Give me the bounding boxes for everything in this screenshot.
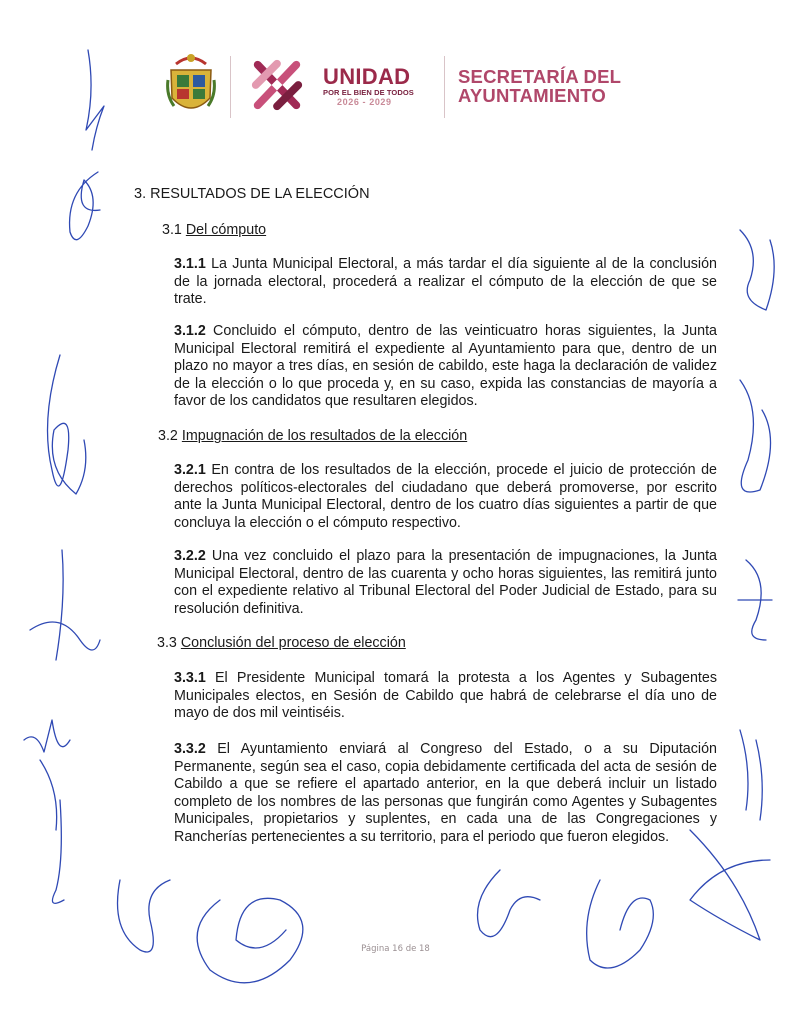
brand-title: UNIDAD	[323, 64, 411, 89]
subsection-title: Conclusión del proceso de elección	[180, 635, 406, 651]
paragraph-number: 3.1.1	[174, 256, 206, 272]
paragraph-number: 3.3.1	[174, 670, 206, 686]
divider	[444, 56, 445, 118]
page-current: 16	[392, 944, 403, 954]
paragraph	[174, 462, 717, 532]
subsection-heading	[157, 635, 406, 651]
brand-period: 2026 - 2029	[337, 97, 392, 107]
paragraph-number: 3.3.2	[174, 741, 206, 757]
letterhead	[160, 48, 660, 128]
office-line-2: AYUNTAMIENTO	[458, 85, 607, 106]
paragraph	[174, 323, 717, 411]
office-name	[458, 67, 658, 105]
signature-left-1	[86, 50, 104, 150]
signature-bottom-1	[118, 880, 171, 952]
paragraph-number: 3.2.2	[174, 548, 206, 564]
signature-bottom-2	[197, 898, 303, 983]
paragraph-text: El Presidente Municipal tomará la protesta a los Agentes y Subagentes Municipales electos, en Sesión de Cabildo que habrá de celebrarse el día uno de mayo de dos mil veintiséis.	[174, 670, 717, 722]
paragraph	[174, 741, 717, 847]
subsection-heading	[162, 222, 266, 238]
paragraph-text: La Junta Municipal Electoral, a más tardar el día siguiente al de la conclusión de la jornada electoral, procederá a realizar el cómputo de la elección de que se trate.	[174, 256, 717, 308]
signature-right-3	[738, 560, 772, 640]
paragraph-text: El Ayuntamiento enviará al Congreso del Estado, o a su Diputación Permanente, según sea el caso, copia debidamente certificada del acta de sesión de Cabildo a que se refiere el apartado anterior, en la que deberá incluir un listado completo de los nombres de las personas que fungirán como Agentes y Subagentes Municipales, propietarios y suplentes, en cada una de las Congregaciones y Rancherías pertenecientes a su territorio, para el periodo que fueron elegidos.	[174, 741, 717, 845]
office-line-1: SECRETARÍA DEL	[458, 66, 622, 87]
signature-left-5	[24, 720, 70, 830]
signature-left-6	[52, 800, 64, 903]
signature-right-2	[740, 380, 771, 492]
signature-bottom-4	[587, 880, 654, 968]
brand-slogan: POR EL BIEN DE TODOS	[323, 88, 414, 97]
signature-left-2	[70, 172, 100, 240]
signature-left-4	[30, 550, 100, 660]
municipal-seal-icon	[166, 50, 216, 120]
paragraph-text: Concluido el cómputo, dentro de las veinticuatro horas siguientes, la Junta Municipal Electoral remitirá el expediente al Ayuntamiento para que, dentro de un plazo no mayor a tres días, en sesión de cabildo, este haga la declaración de validez de la elección o lo que proceda y, en su caso, expida las constancias de mayoría a favor de los candidatos que resultaren elegidos.	[174, 323, 717, 410]
subsection-number: 3.2	[158, 428, 178, 444]
paragraph-text: En contra de los resultados de la elección, procede el juicio de protección de derechos políticos-electorales del ciudadano que deberá promoverse, por escrito ante la Junta Municipal Electoral, dentro de los cuatro días siguientes a partir de que concluya la elección o el cómputo respectivo.	[174, 462, 717, 531]
paragraph	[174, 670, 717, 723]
paragraph-number: 3.1.2	[174, 323, 206, 339]
signature-left-3	[48, 355, 86, 494]
page-total: 18	[419, 944, 430, 954]
paragraph-text: Una vez concluido el plazo para la presentación de impugnaciones, la Junta Municipal Electoral, dentro de las cuarenta y ocho horas siguientes, las remitirá junto con el expediente relativo al Tribunal Electoral del Poder Judicial de Estado, para su resolución definitiva.	[174, 548, 717, 617]
divider	[230, 56, 231, 118]
page-number	[0, 944, 791, 954]
subsection-title: Impugnación de los resultados de la elección	[181, 428, 468, 444]
brand-block	[323, 66, 433, 108]
unidad-x-logo-icon	[248, 54, 306, 116]
subsection-number: 3.1	[162, 222, 182, 238]
section-title: 3. RESULTADOS DE LA ELECCIÓN	[134, 186, 370, 202]
signature-bottom-3	[478, 870, 541, 937]
page-of: de	[405, 944, 417, 954]
subsection-number: 3.3	[157, 635, 177, 651]
signature-right-1	[740, 230, 774, 310]
paragraph	[174, 548, 717, 618]
signature-right-4	[740, 730, 762, 820]
subsection-heading	[158, 428, 467, 444]
page-label: Página	[361, 944, 390, 954]
paragraph-number: 3.2.1	[174, 462, 206, 478]
subsection-title: Del cómputo	[185, 222, 267, 238]
paragraph	[174, 256, 717, 309]
